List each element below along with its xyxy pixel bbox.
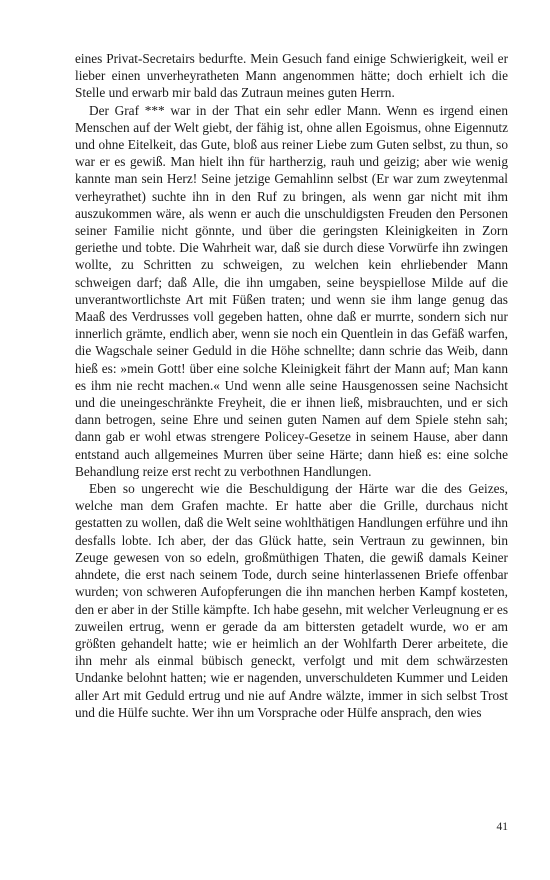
- page-number: 41: [496, 821, 508, 833]
- paragraph-3: Eben so ungerecht wie die Beschuldigung der Härte war die des Geizes, welche man dem Grafen machte. Er hatte aber die Grille, durchaus nicht gestatten zu wollen, daß die Welt seine wohlthätigen Handlungen erführe und ihn desfalls lobte. Ich aber, der das Glück hatte, sein Vertraun zu gewinnen, bin Zeuge gewesen von so edeln, großmüthigen Thaten, die gewiß damals Keiner ahndete, die erst nach seinem Tode, durch seine hinterlassenen Briefe offenbar wurden; von schweren Aufopferungen die ihn manchen herben Kampf kosteten, den er aber in der Stille kämpfte. Ich habe gesehn, mit welcher Verleugnung er es zuweilen ertrug, wenn er gerade da am bittersten getadelt wurde, wo er am größten gehandelt hatte; wie er heimlich an der Wohlfarth Derer arbeitete, die ihn mehr als einmal bübisch geneckt, verfolgt und mit dem schwärzesten Undanke belohnt hatten; wie er nagenden, unverschuldeten Kummer und Leiden aller Art mit Geduld ertrug und nie auf Andre wälzte, immer in sich selbst Trost und die Hülfe suchte. Wer ihn um Vorsprache oder Hülfe ansprach, den wies: [75, 481, 508, 720]
- paragraph-2: Der Graf *** war in der That ein sehr edler Mann. Wenn es irgend einen Menschen auf der Welt giebt, der fähig ist, ohne allen Egoismus, ohne Eigennutz und ohne Eitelkeit, das Gute, bloß aus reiner Liebe zum Guten selbst, zu thun, so war er es gewiß. Man hielt ihn für hartherzig, rauh und geizig; aber wie wenig kannte man sein Herz! Seine jetzige Gemahlinn selbst (Er war zum zweytenmal verheyrathet) suchte ihn in den Ruf zu bringen, als wenn gar nicht mit ihm auszukommen wäre, als wenn er auch die unschuldigsten Freuden den Personen seiner Familie nicht gönnte, und über die geringsten Kleinigkeiten in Zorn geriethe und tobte. Die Wahrheit war, daß sie durch diese Vorwürfe ihn zwingen wollte, zu Schritten zu schweigen, zu welchen kein ehrliebender Mann schweigen darf; daß Alle, die ihn umgaben, seine beyspiellose Milde auf die unverantwortlichste Art mit Füßen traten; und wenn sie ihm lange genug das Maaß des Verdrusses voll gegeben hatten, ohne daß er murrte, sondern sich nur innerlich grämte, endlich aber, wenn sie noch ein Quentlein in das Gefäß warfen, die Wagschale seiner Geduld in die Höhe schnellte; dann schrie das Weib, dann hieß es: »mein Gott! über eine solche Kleinigkeit fährt der Mann auf; Man kann es ihm nie recht machen.« Und wenn alle seine Hausgenossen seine Nachsicht und die uneingeschränkte Freyheit, die er ihnen ließ, misbrauchten, und er sich dann betrogen, seine Ehre und seinen guten Namen auf dem Spiele stehn sah; dann gab er wohl etwas strengere Policey-Gesetze in seinem Hause, aber dann entstand auch allgemeines Murren über seine Härte; dann hieß es: eine solche Behandlung reize erst recht zu verbothnen Handlungen.: [75, 102, 508, 479]
- page-body: [75, 50, 508, 721]
- paragraph-1: eines Privat-Secretairs bedurfte. Mein Gesuch fand einige Schwierigkeit, weil er lieber einen unverheyratheten Mann angenommen hätte; doch erhielt ich die Stelle und erwarb mir bald das Zutraun meines guten Herrn.: [75, 51, 508, 101]
